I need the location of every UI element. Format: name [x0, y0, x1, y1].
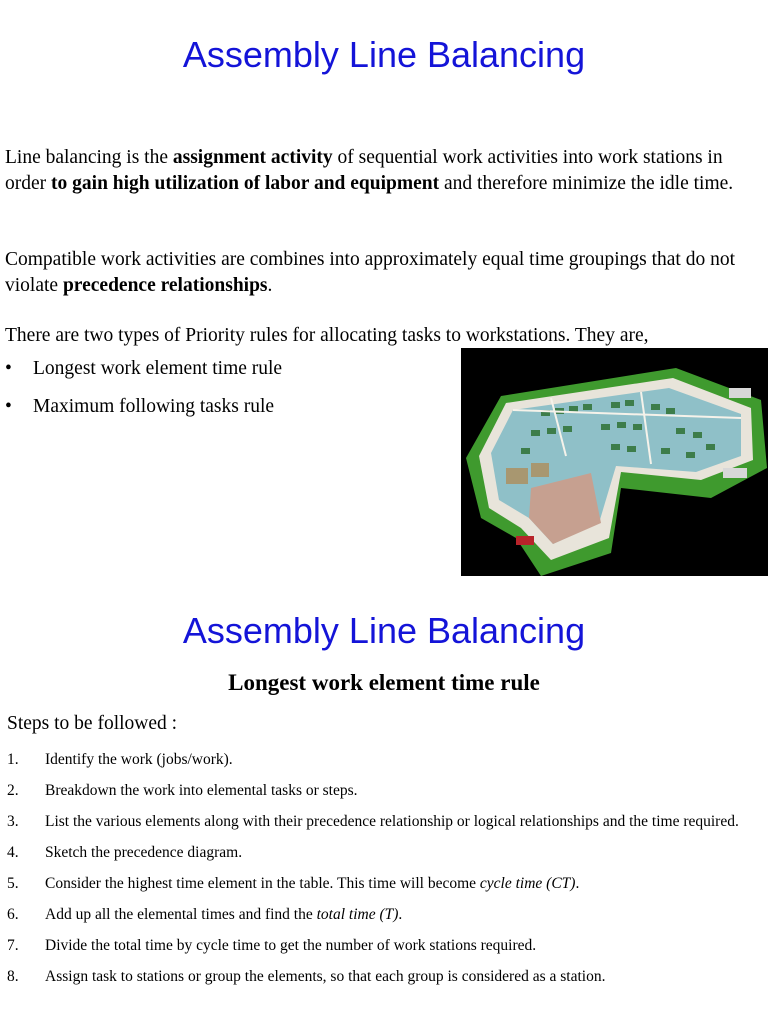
compatibility-paragraph [5, 247, 750, 299]
slide-title: Assembly Line Balancing [182, 610, 586, 651]
step-number: 3. [7, 813, 19, 830]
bullet-icon: • [5, 358, 12, 379]
priority-rules-paragraph: There are two types of Priority rules for allocating tasks to workstations. They are, [5, 325, 649, 346]
text-run: and therefore minimize the idle time. [439, 173, 734, 194]
step-text-end: . [398, 906, 403, 923]
list-item-text: Maximum following tasks rule [33, 396, 275, 417]
text-run: of sequential work activities into work stations in order [5, 147, 723, 194]
step-text: Consider the highest time element in the table. This time will become [45, 875, 480, 892]
list-item [0, 775, 768, 806]
factory-floor-illustration [461, 348, 768, 576]
list-item [0, 930, 768, 961]
list-item [5, 394, 282, 432]
step-number: 5. [7, 875, 19, 892]
step-number: 6. [7, 906, 19, 923]
slide-title: Assembly Line Balancing [182, 34, 586, 75]
step-number: 7. [7, 937, 19, 954]
list-item-text: Longest work element time rule [33, 358, 283, 379]
step-text: Breakdown the work into elemental tasks or steps. [45, 782, 358, 799]
step-text: List the various elements along with their precedence relationship or logical relationships and the time required. [45, 813, 739, 830]
list-item [0, 806, 768, 837]
list-item [0, 744, 768, 775]
text-run: Compatible work activities are combines into approximately equal time groupings that do not violate [5, 249, 736, 296]
step-number: 1. [7, 751, 19, 768]
step-emphasis: cycle time (CT) [479, 875, 576, 892]
step-text: Identify the work (jobs/work). [45, 751, 233, 768]
step-number: 8. [7, 968, 19, 985]
text-run: Line balancing is the [5, 147, 173, 168]
step-number: 4. [7, 844, 19, 861]
bullet-icon: • [5, 396, 12, 417]
list-item [0, 837, 768, 868]
step-text: Sketch the precedence diagram. [45, 844, 243, 861]
steps-list [0, 744, 768, 992]
list-item [0, 868, 768, 899]
step-number: 2. [7, 782, 19, 799]
bold-term: precedence relationships [62, 275, 268, 296]
list-item [0, 961, 768, 992]
steps-label: Steps to be followed : [7, 713, 178, 734]
priority-rules-list [5, 356, 282, 432]
step-text-end: . [575, 875, 580, 892]
step-text: Add up all the elemental times and find the [45, 906, 317, 923]
step-text: Divide the total time by cycle time to get the number of work stations required. [45, 937, 537, 954]
list-item [5, 356, 282, 394]
step-emphasis: total time (T) [316, 906, 399, 923]
list-item [0, 899, 768, 930]
text-run: . [267, 275, 273, 296]
factory-floor-image [461, 348, 768, 576]
step-text: Assign task to stations or group the elements, so that each group is considered as a station. [45, 968, 606, 985]
bold-term: assignment activity [172, 147, 333, 168]
section-subtitle: Longest work element time rule [228, 670, 540, 695]
bold-term: to gain high utilization of labor and equipment [51, 173, 440, 194]
intro-paragraph [5, 145, 750, 197]
